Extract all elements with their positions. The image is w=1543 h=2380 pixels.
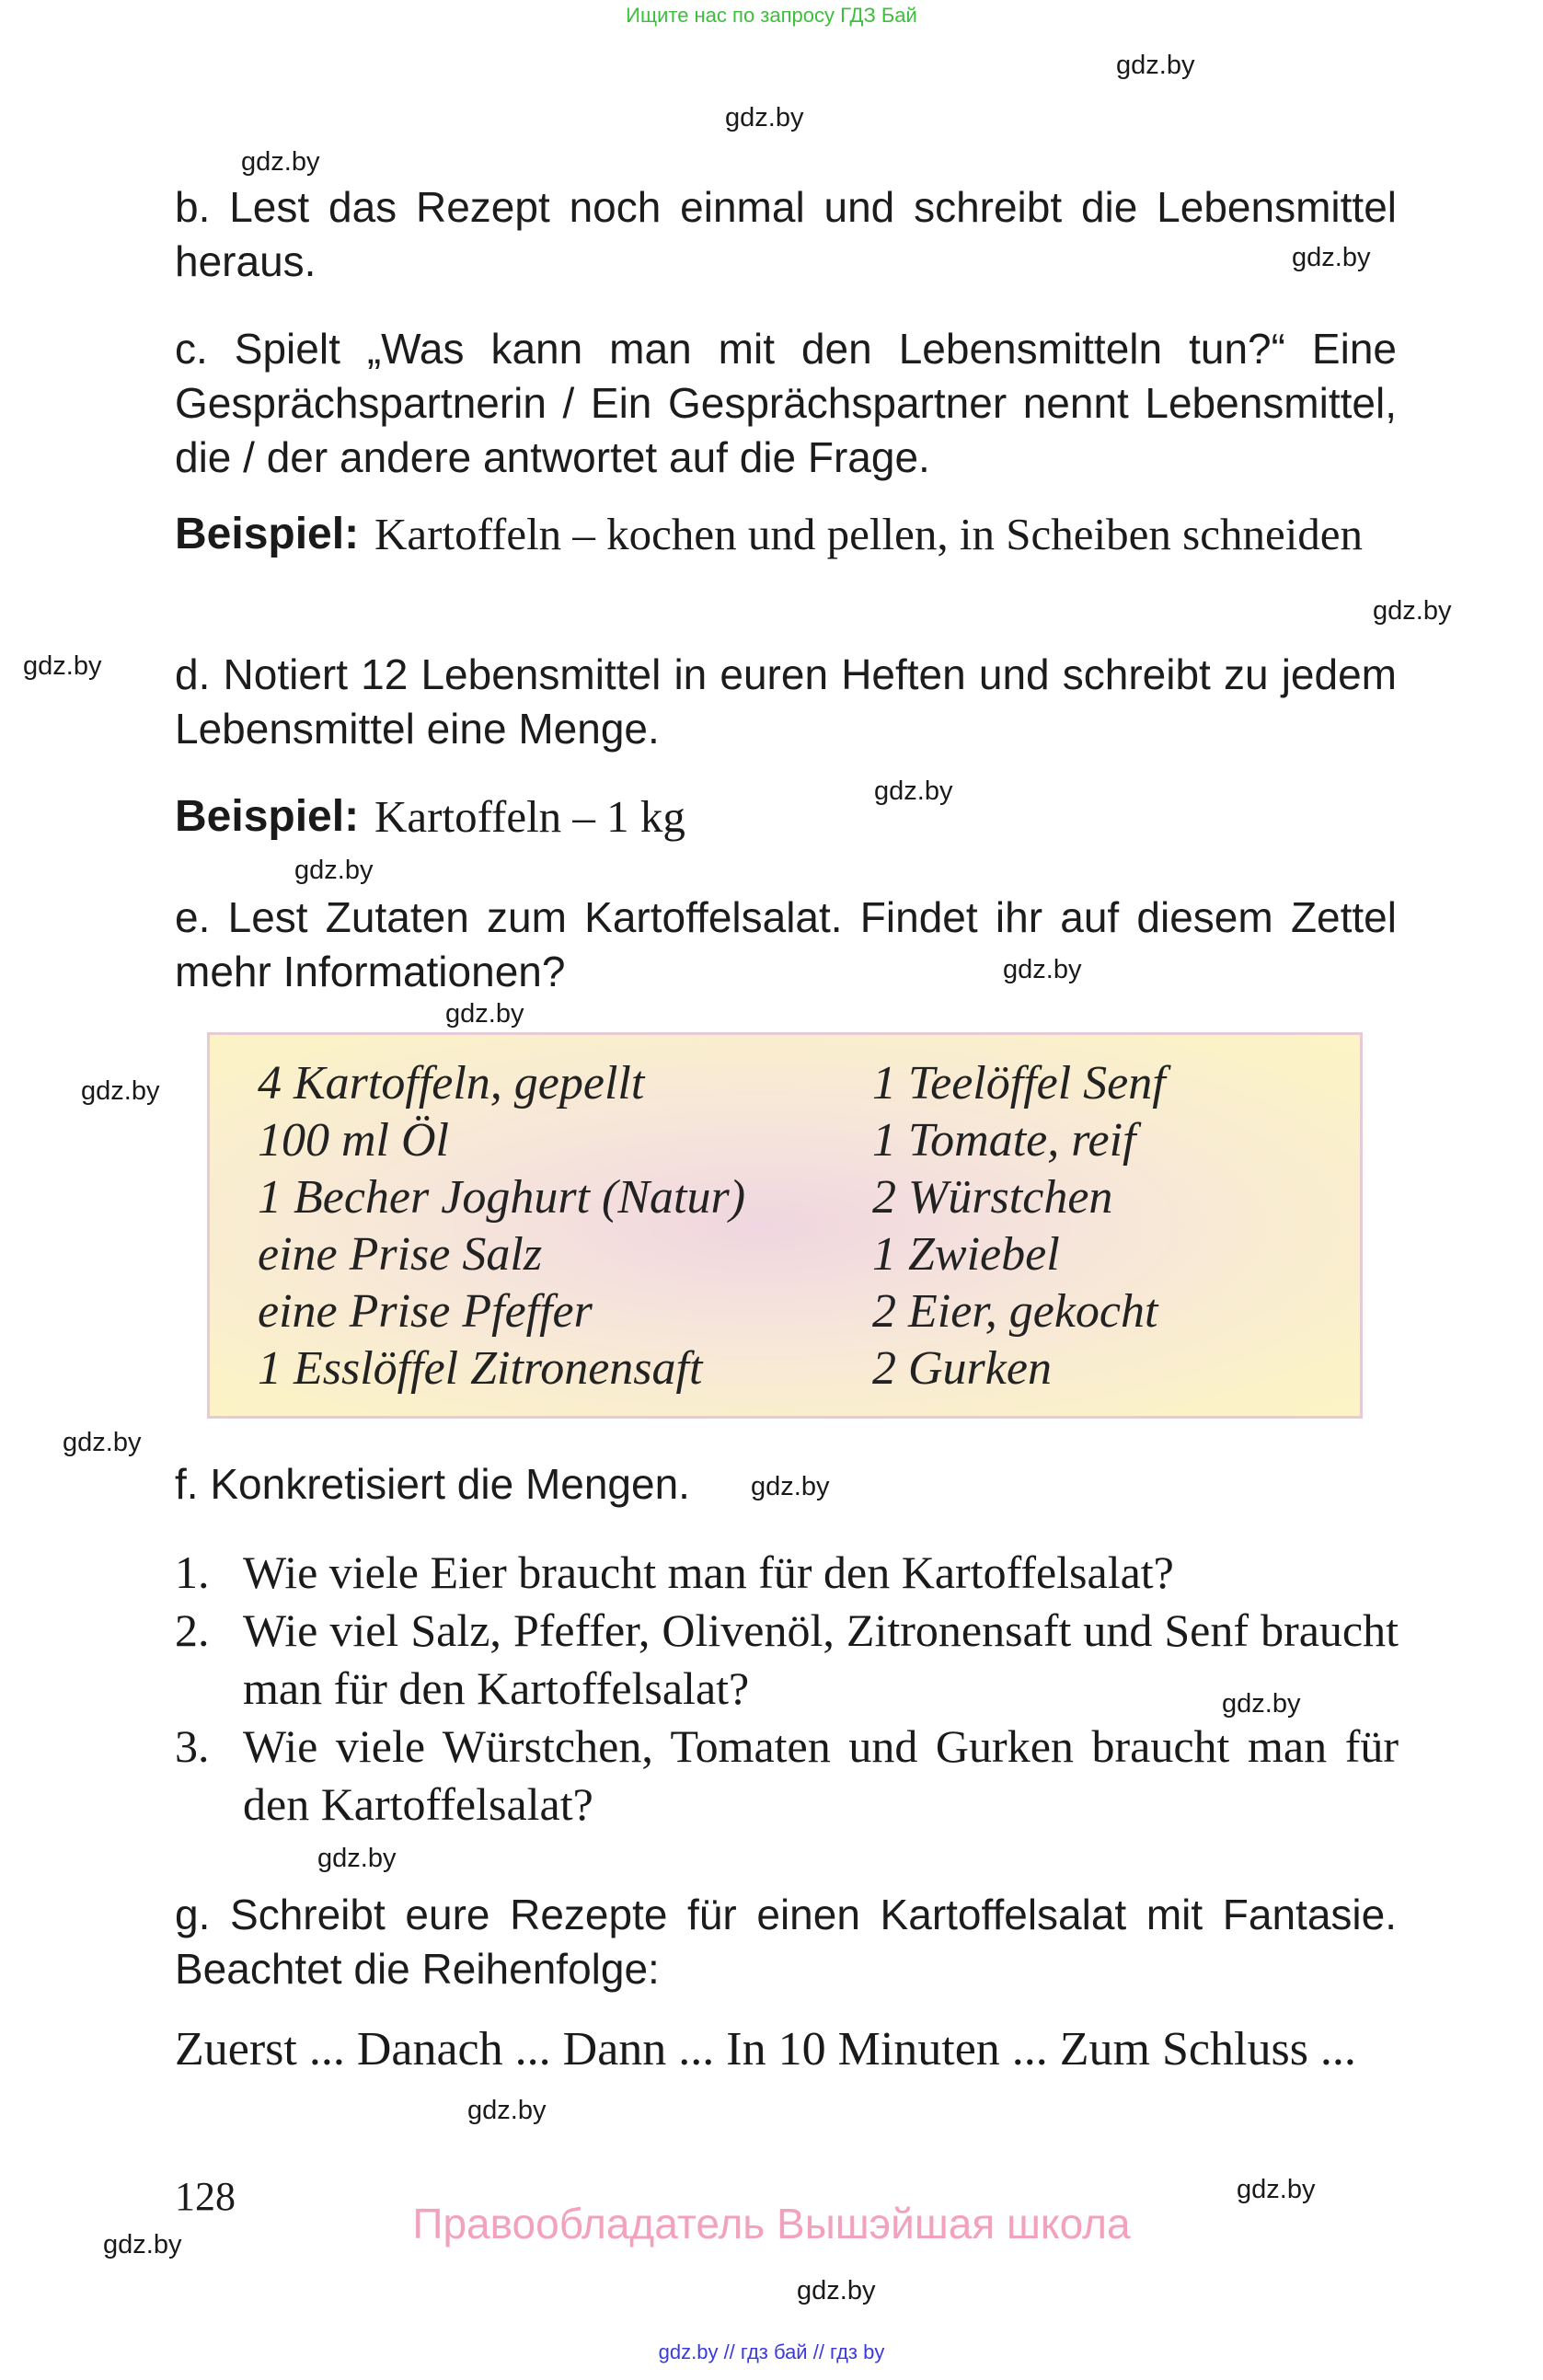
watermark: gdz.by — [1003, 955, 1082, 984]
ingredient-item: eine Prise Salz — [258, 1228, 543, 1281]
ingredient-item: 1 Zwiebel — [872, 1228, 1060, 1281]
watermark: gdz.by — [1116, 51, 1195, 80]
task-letter: f. — [175, 1460, 199, 1508]
example-text: Kartoffeln – kochen und pellen, in Scheiben schneiden — [374, 509, 1364, 559]
question-item — [175, 1544, 1399, 1602]
question-list — [175, 1544, 1399, 1834]
ingredient-item: eine Prise Pfeffer — [258, 1285, 593, 1338]
watermark: gdz.by — [103, 2230, 182, 2259]
task-g — [175, 1888, 1397, 1996]
watermark: gdz.by — [294, 856, 374, 885]
task-c — [175, 322, 1397, 485]
task-text: Notiert 12 Lebensmittel in euren Heften und schreibt zu jedem Lebensmittel eine Menge. — [175, 650, 1397, 753]
question-text: Wie viele Würstchen, Tomaten und Gurken braucht man für den Kartoffelsalat? — [243, 1720, 1399, 1830]
watermark: gdz.by — [751, 1472, 830, 1501]
watermark: gdz.by — [797, 2276, 876, 2305]
task-d — [175, 648, 1397, 756]
task-letter: d. — [175, 650, 211, 698]
watermark: gdz.by — [241, 147, 320, 177]
question-item — [175, 1718, 1399, 1834]
ingredients-left-column — [258, 1055, 745, 1397]
ingredient-item: 2 Gurken — [872, 1342, 1052, 1395]
watermark: gdz.by — [317, 1844, 397, 1873]
task-e — [175, 891, 1397, 999]
watermark: gdz.by — [81, 1076, 160, 1106]
watermark: gdz.by — [1292, 243, 1371, 272]
example-text: Kartoffeln – 1 kg — [374, 791, 685, 842]
task-letter: c. — [175, 325, 208, 373]
task-text: Konkretisiert die Mengen. — [210, 1460, 690, 1508]
task-b — [175, 180, 1397, 289]
question-text: Wie viel Salz, Pfeffer, Olivenöl, Zitronensaft und Senf braucht man für den Kartoffelsalat? — [243, 1604, 1399, 1714]
example-label: Beispiel: — [175, 510, 360, 558]
task-text: Lest das Rezept noch einmal und schreibt die Lebensmittel heraus. — [175, 183, 1397, 285]
question-item — [175, 1602, 1399, 1718]
task-letter: b. — [175, 183, 211, 231]
ingredients-right-column — [872, 1055, 1166, 1397]
task-text: Lest Zutaten zum Kartoffelsalat. Findet ihr auf diesem Zettel mehr Informationen? — [175, 893, 1397, 995]
ingredient-item: 1 Teelöffel Senf — [872, 1057, 1166, 1110]
task-text: Schreibt eure Rezepte für einen Kartoffelsalat mit Fantasie. Beachtet die Reihenfolge: — [175, 1891, 1397, 1993]
watermark: gdz.by — [1222, 1689, 1301, 1719]
ingredient-item: 1 Tomate, reif — [872, 1114, 1136, 1167]
ingredient-item: 4 Kartoffeln, gepellt — [258, 1057, 645, 1110]
watermark: gdz.by — [1373, 596, 1452, 626]
ingredients-card — [207, 1032, 1363, 1419]
watermark: gdz.by — [1237, 2175, 1316, 2204]
ingredient-item: 100 ml Öl — [258, 1114, 449, 1167]
question-number: 1. — [175, 1546, 210, 1598]
watermark: gdz.by — [23, 651, 102, 681]
task-letter: e. — [175, 893, 211, 941]
ingredient-item: 1 Becher Joghurt (Natur) — [258, 1171, 746, 1224]
question-text: Wie viele Eier braucht man für den Kartoffelsalat? — [243, 1546, 1174, 1598]
ingredient-item: 2 Eier, gekocht — [872, 1285, 1158, 1338]
watermark: gdz.by — [874, 776, 953, 806]
task-text: Spielt „Was kann man mit den Lebensmitteln tun?“ Eine Gesprächspartnerin / Ein Gesprächspartner nennt Lebensmittel, die / der andere antwortet auf die Frage. — [175, 325, 1397, 481]
top-banner-link[interactable]: Ищите нас по запросу ГДЗ Бай — [626, 4, 917, 27]
question-number: 3. — [175, 1720, 210, 1772]
page-number: 128 — [175, 2174, 236, 2219]
ingredient-item: 1 Esslöffel Zitronensaft — [258, 1342, 703, 1395]
footer-links[interactable]: gdz.by // гдз бай // гдз by — [658, 2340, 885, 2363]
watermark: gdz.by — [63, 1428, 142, 1457]
watermark: gdz.by — [445, 999, 524, 1029]
watermark: gdz.by — [725, 103, 804, 132]
task-letter: g. — [175, 1891, 211, 1938]
example-label: Beispiel: — [175, 792, 360, 841]
task-f — [175, 1457, 690, 1512]
sequence-text: Zuerst ... Danach ... Dann ... In 10 Minuten ... Zum Schluss ... — [175, 2023, 1356, 2075]
question-number: 2. — [175, 1604, 210, 1656]
watermark: gdz.by — [467, 2096, 547, 2125]
ingredient-item: 2 Würstchen — [872, 1171, 1113, 1224]
rights-holder: Правообладатель Вышэйшая школа — [412, 2200, 1131, 2248]
